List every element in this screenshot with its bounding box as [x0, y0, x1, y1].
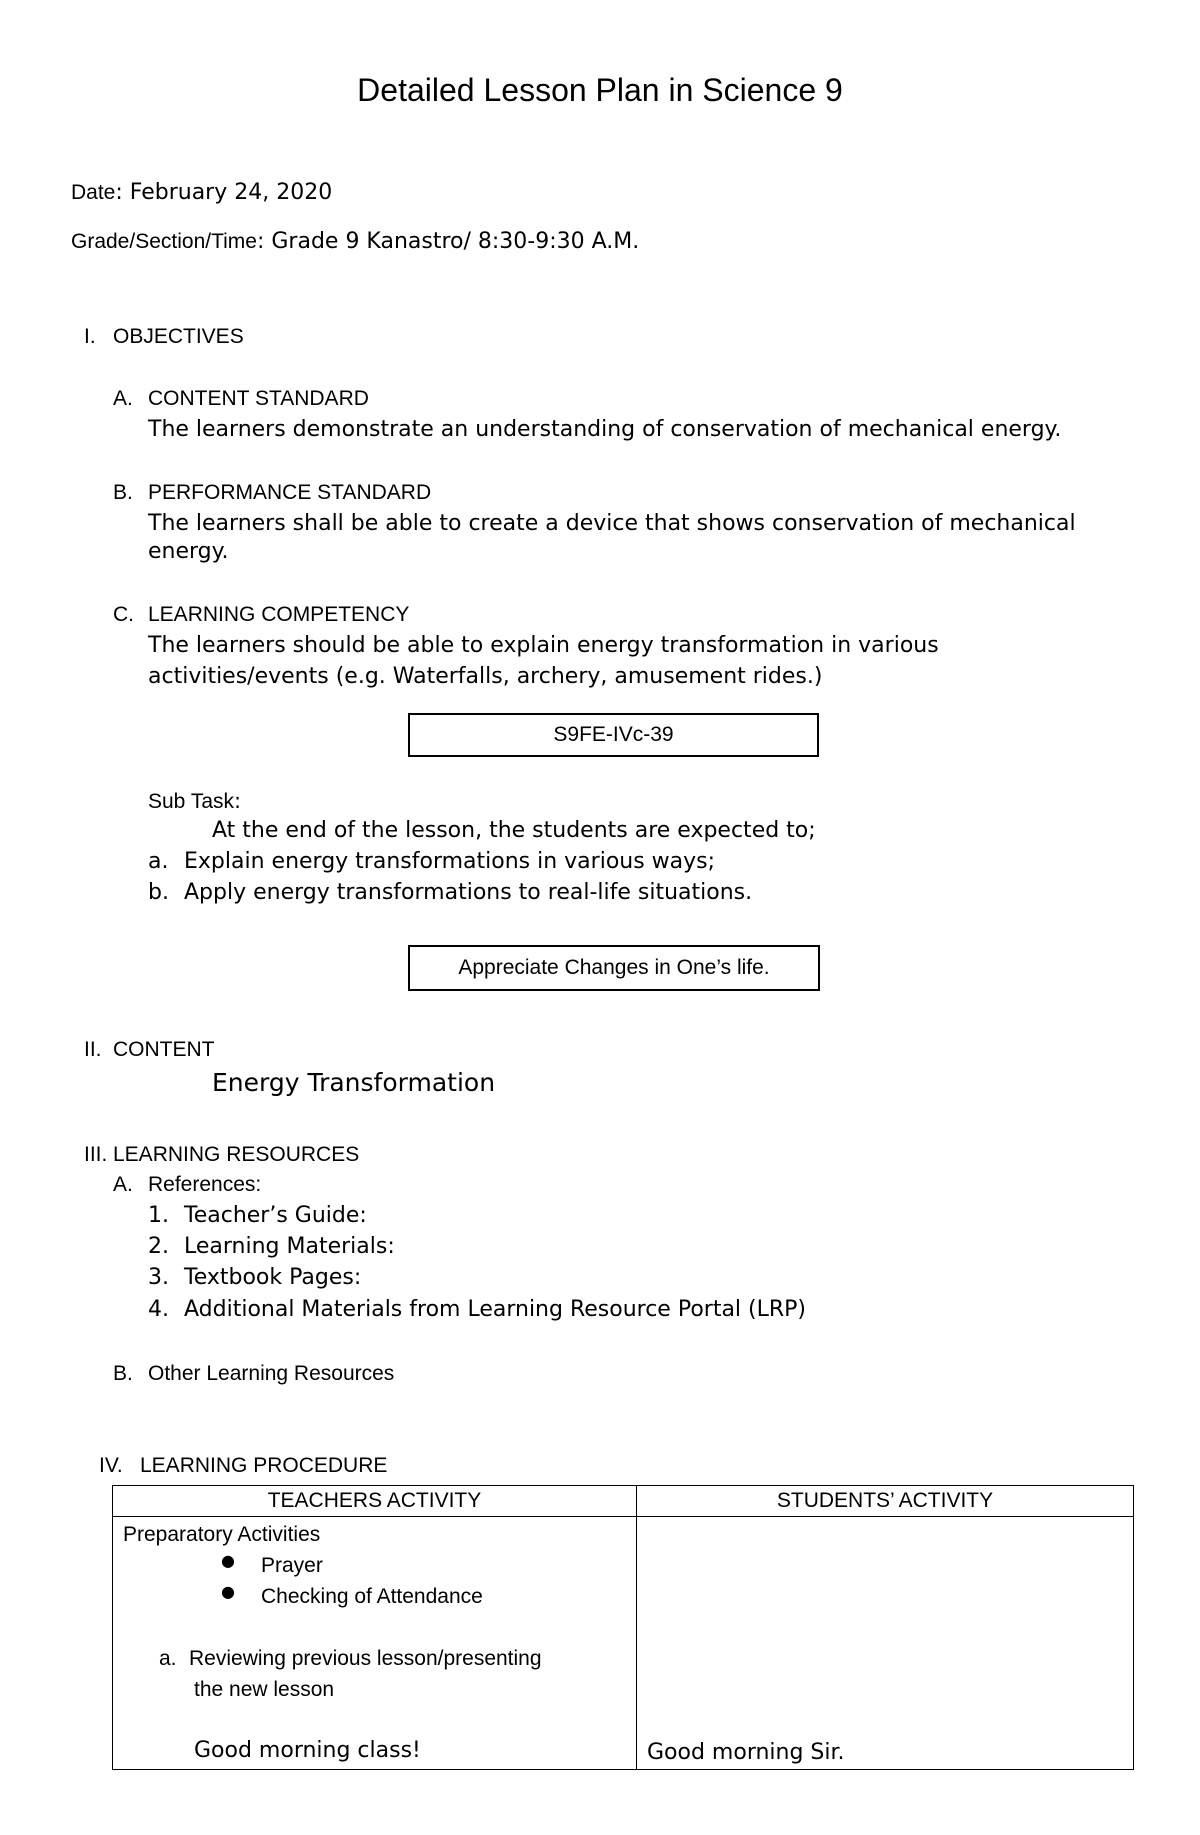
review-letter: a.: [159, 1647, 177, 1670]
sub-task-label-line: [148, 789, 241, 814]
performance-standard-letter: B.: [113, 481, 133, 504]
sub-task-colon: :: [234, 789, 242, 813]
preparatory-activities: Preparatory Activities: [123, 1523, 321, 1546]
sub-task-item-a-letter: a.: [148, 849, 169, 874]
learning-competency-line1: The learners should be able to explain energy transformation in various: [148, 633, 939, 658]
grade-line: [71, 229, 639, 254]
procedure-table-header: [113, 1486, 1134, 1517]
resources-heading: LEARNING RESOURCES: [113, 1143, 360, 1166]
teacher-greeting: Good morning class!: [194, 1738, 421, 1763]
review-line1: Reviewing previous lesson/presenting: [189, 1647, 542, 1670]
other-resources-heading: Other Learning Resources: [148, 1362, 395, 1385]
sub-task-label: Sub Task: [148, 790, 234, 813]
date-value: : February 24, 2020: [115, 180, 333, 205]
review-line2: the new lesson: [194, 1678, 335, 1701]
prayer-item: Prayer: [261, 1554, 323, 1577]
references-heading: References:: [148, 1173, 262, 1196]
grade-label: Grade/Section/Time: [71, 230, 257, 253]
content-standard-text: The learners demonstrate an understanding of conservation of mechanical energy.: [148, 417, 1062, 442]
attendance-item: Checking of Attendance: [261, 1585, 483, 1608]
content-standard-heading: CONTENT STANDARD: [148, 387, 369, 410]
teachers-activity-header: TEACHERS ACTIVITY: [113, 1486, 637, 1517]
procedure-table-row: [113, 1517, 1134, 1770]
students-activity-header: STUDENTS’ ACTIVITY: [637, 1486, 1134, 1517]
reference-item: Additional Materials from Learning Resource Portal (LRP): [184, 1297, 807, 1322]
date-line: [71, 180, 332, 205]
sub-task-item-a: Explain energy transformations in various ways;: [184, 849, 716, 874]
reference-item-num: 4.: [148, 1297, 169, 1322]
resources-num: III.: [84, 1143, 108, 1166]
other-resources-letter: B.: [113, 1362, 133, 1385]
reference-item: Textbook Pages:: [184, 1265, 362, 1290]
performance-standard-heading: PERFORMANCE STANDARD: [148, 481, 432, 504]
reference-item-num: 3.: [148, 1265, 169, 1290]
references-letter: A.: [113, 1173, 133, 1196]
performance-standard-line2: energy.: [148, 539, 229, 564]
sub-task-intro: At the end of the lesson, the students are expected to;: [212, 818, 816, 843]
reference-item: Learning Materials:: [184, 1234, 395, 1259]
sub-task-item-b: Apply energy transformations to real-life situations.: [184, 880, 753, 905]
value-box: Appreciate Changes in One’s life.: [408, 945, 820, 991]
learning-competency-line2: activities/events (e.g. Waterfalls, archery, amusement rides.): [148, 664, 823, 689]
content-num: II.: [84, 1038, 102, 1061]
learning-competency-heading: LEARNING COMPETENCY: [148, 603, 410, 626]
teacher-activity-cell: [113, 1517, 637, 1770]
procedure-table: [112, 1485, 1134, 1770]
bullet-icon: ●: [221, 1551, 235, 1570]
performance-standard-line1: The learners shall be able to create a device that shows conservation of mechanical: [148, 511, 1076, 536]
content-topic: Energy Transformation: [212, 1068, 496, 1097]
learning-competency-letter: C.: [113, 603, 134, 626]
reference-item-num: 1.: [148, 1203, 169, 1228]
student-reply: Good morning Sir.: [647, 1740, 845, 1765]
objectives-num: I.: [84, 325, 96, 348]
page-title: Detailed Lesson Plan in Science 9: [357, 72, 843, 108]
student-activity-cell: [637, 1517, 1134, 1770]
reference-item: Teacher’s Guide:: [184, 1203, 367, 1228]
date-label: Date: [71, 181, 116, 204]
content-heading: CONTENT: [113, 1038, 215, 1061]
procedure-heading: LEARNING PROCEDURE: [140, 1454, 388, 1477]
objectives-heading: OBJECTIVES: [113, 325, 244, 348]
competency-code-box: S9FE-IVc-39: [408, 713, 819, 757]
reference-item-num: 2.: [148, 1234, 169, 1259]
content-standard-letter: A.: [113, 387, 133, 410]
procedure-num: IV.: [99, 1454, 123, 1477]
sub-task-item-b-letter: b.: [148, 880, 169, 905]
bullet-icon: ●: [221, 1582, 235, 1601]
grade-value: : Grade 9 Kanastro/ 8:30-9:30 A.M.: [256, 229, 640, 254]
